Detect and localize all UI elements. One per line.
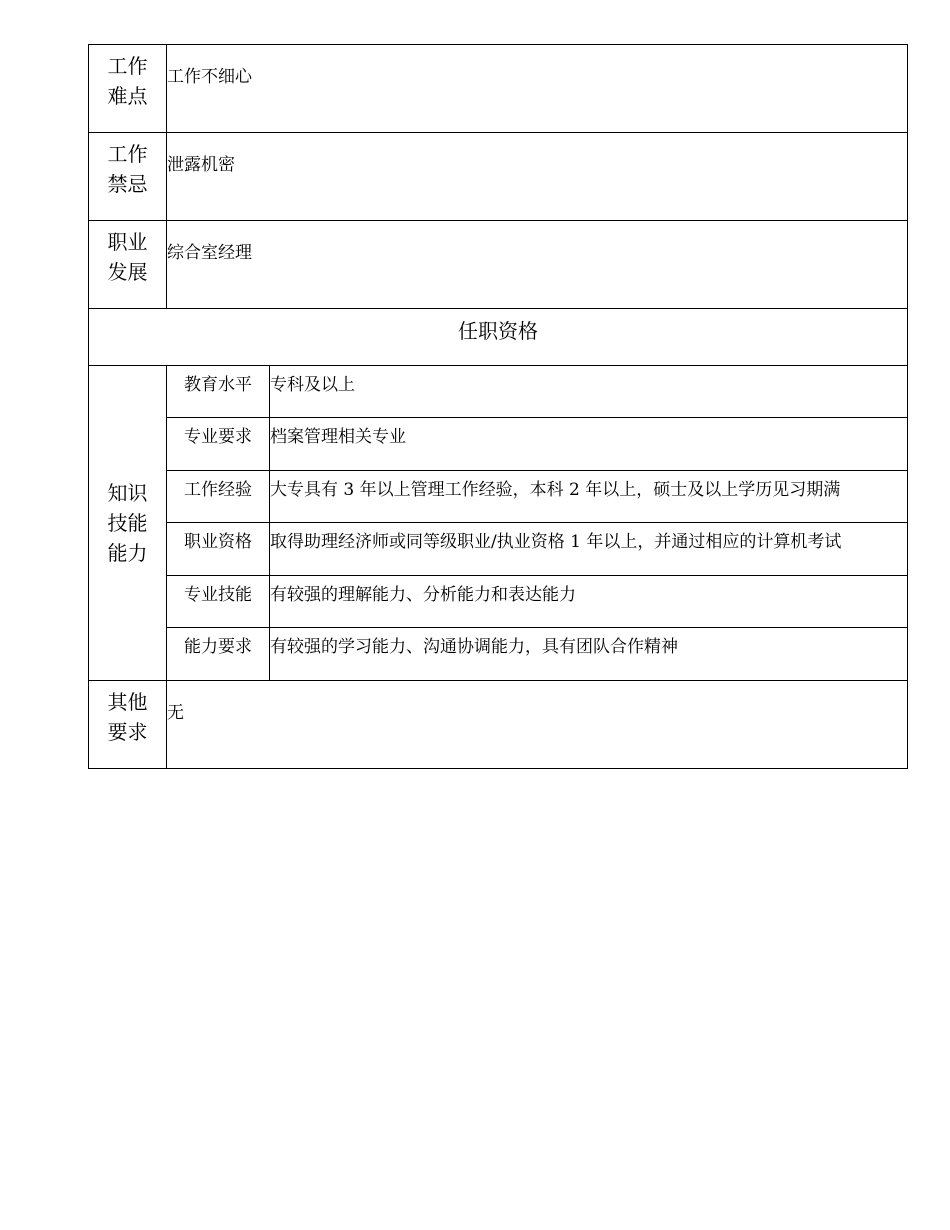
qual-value: 档案管理相关专业	[270, 418, 908, 471]
qual-label: 专业要求	[167, 418, 270, 471]
label-career: 职业发展	[89, 221, 167, 309]
qual-label: 职业资格	[167, 523, 270, 576]
label-difficulty: 工作难点	[89, 45, 167, 133]
qual-value: 大专具有 3 年以上管理工作经验，本科 2 年以上，硕士及以上学历见习期满	[270, 471, 908, 523]
label-taboo: 工作禁忌	[89, 133, 167, 221]
qual-row	[89, 576, 908, 628]
value-other: 无	[167, 681, 908, 769]
qual-row	[89, 366, 908, 418]
qual-value: 有较强的理解能力、分析能力和表达能力	[270, 576, 908, 628]
row-career	[89, 221, 908, 309]
qual-value: 专科及以上	[270, 366, 908, 418]
qual-label: 专业技能	[167, 576, 270, 628]
qual-row	[89, 418, 908, 471]
qual-value: 取得助理经济师或同等级职业/执业资格 1 年以上，并通过相应的计算机考试	[270, 523, 908, 576]
row-difficulty	[89, 45, 908, 133]
qual-label: 能力要求	[167, 628, 270, 681]
qual-row	[89, 471, 908, 523]
row-section-title	[89, 309, 908, 366]
value-taboo: 泄露机密	[167, 133, 908, 221]
qual-row	[89, 523, 908, 576]
qual-row	[89, 628, 908, 681]
value-career: 综合室经理	[167, 221, 908, 309]
label-knowledge-skills: 知识技能能力	[89, 366, 167, 681]
qual-value: 有较强的学习能力、沟通协调能力，具有团队合作精神	[270, 628, 908, 681]
value-difficulty: 工作不细心	[167, 45, 908, 133]
qual-label: 教育水平	[167, 366, 270, 418]
label-other: 其他要求	[89, 681, 167, 769]
row-taboo	[89, 133, 908, 221]
section-title: 任职资格	[89, 309, 908, 366]
qual-label: 工作经验	[167, 471, 270, 523]
row-other	[89, 681, 908, 769]
job-description-table	[88, 44, 908, 769]
